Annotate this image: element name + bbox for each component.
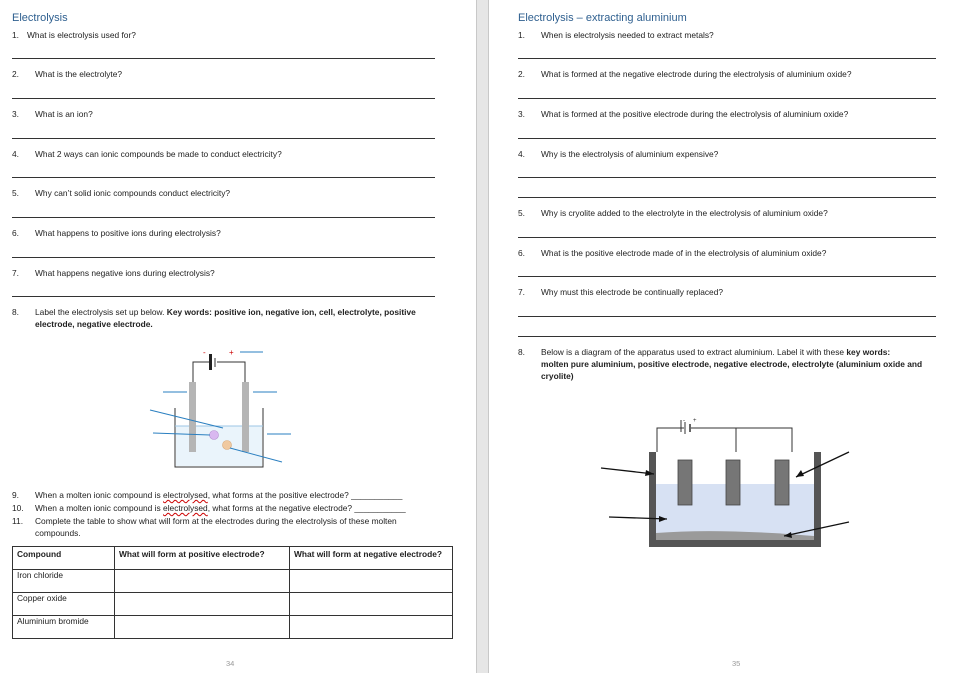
- electrolysis-setup-diagram: [145, 340, 295, 475]
- answer-line[interactable]: [518, 316, 936, 317]
- answer-cell[interactable]: [290, 570, 453, 593]
- answer-line[interactable]: [12, 138, 435, 139]
- header-positive: What will form at positive electrode?: [115, 547, 290, 570]
- answer-cell[interactable]: [115, 616, 290, 639]
- answer-line[interactable]: [12, 177, 435, 178]
- compound-cell: Aluminium bromide: [13, 616, 115, 639]
- minus-label: -: [203, 348, 206, 357]
- answer-line[interactable]: [12, 217, 435, 218]
- minus-label: -: [683, 418, 685, 424]
- answer-line[interactable]: [12, 98, 435, 99]
- table-row: [13, 616, 453, 639]
- page-title: Electrolysis: [12, 12, 68, 24]
- header-negative: What will form at negative electrode?: [290, 547, 453, 570]
- answer-line[interactable]: [12, 58, 435, 59]
- table-row: [13, 593, 453, 616]
- page-title: Electrolysis – extracting aluminium: [518, 12, 687, 24]
- page-number: 34: [226, 659, 235, 668]
- answer-line[interactable]: [518, 177, 936, 178]
- compound-cell: Iron chloride: [13, 570, 115, 593]
- answer-line[interactable]: [518, 197, 936, 198]
- answer-cell[interactable]: [290, 593, 453, 616]
- compound-cell: Copper oxide: [13, 593, 115, 616]
- answer-line[interactable]: [518, 138, 936, 139]
- answer-line[interactable]: [518, 58, 936, 59]
- answer-cell[interactable]: [115, 593, 290, 616]
- plus-label: +: [693, 418, 697, 424]
- answer-cell[interactable]: [115, 570, 290, 593]
- electrode-products-table: [12, 546, 453, 639]
- answer-line[interactable]: [518, 276, 936, 277]
- plus-label: +: [229, 348, 234, 357]
- answer-line[interactable]: [518, 98, 936, 99]
- answer-line[interactable]: [518, 237, 936, 238]
- table-row: [13, 570, 453, 593]
- header-compound: Compound: [13, 547, 115, 570]
- table-header-row: [13, 547, 453, 570]
- page-34: Electrolysis 1. What is electrolysis used for? 2. What is the electrolyte? 3. What is an ion? 4. What 2 ways can ionic compounds be made to conduct electricity? 5. Why can’t solid ionic compounds conduct electricity? 6. What happens to positive ions during electrolysis? 7. What happens negative ions during electrolysis? 8. Label the electrolysis set up below. Key words: positive ion, negative ion, cell, electrolyte, positive electrode, negative electrode. - + 9. When a molten ionic compound is electrolysed, what forms at the positive electrode? ___________ 10. When a molten ionic compound is electrolysed, what forms at the negative electrode? ___________ 11. Complete the table to show what will form at the electrodes during the electrolysis of these molten compounds. Compound What will form at positive electrode? What will form at negative electrode? Iron chloride Copper oxide Aluminium bromide 34: [0, 0, 476, 673]
- answer-line[interactable]: [518, 336, 936, 337]
- page-number: 35: [732, 659, 741, 668]
- page-gap: [476, 0, 489, 673]
- aluminium-extraction-diagram: [599, 412, 854, 552]
- answer-cell[interactable]: [290, 616, 453, 639]
- answer-line[interactable]: [12, 296, 435, 297]
- page-35: Electrolysis – extracting aluminium 1. When is electrolysis needed to extract metals? 2. What is formed at the negative electrode during the electrolysis of aluminium oxide? 3. What is formed at the positive electrode during the electrolysis of aluminium oxide? 4. Why is the electrolysis of aluminium expensive? 5. Why is cryolite added to the electrolyte in the electrolysis of aluminium oxide? 6. What is the positive electrode made of in the electrolysis of aluminium oxide? 7. Why must this electrode be continually replaced? 8. Below is a diagram of the apparatus used to extract aluminium. Label it with these key words: molten pure aluminium, positive electrode, negative electrode, electrolyte (aluminium oxide and cryolite) - + 35: [489, 0, 965, 673]
- answer-line[interactable]: [12, 257, 435, 258]
